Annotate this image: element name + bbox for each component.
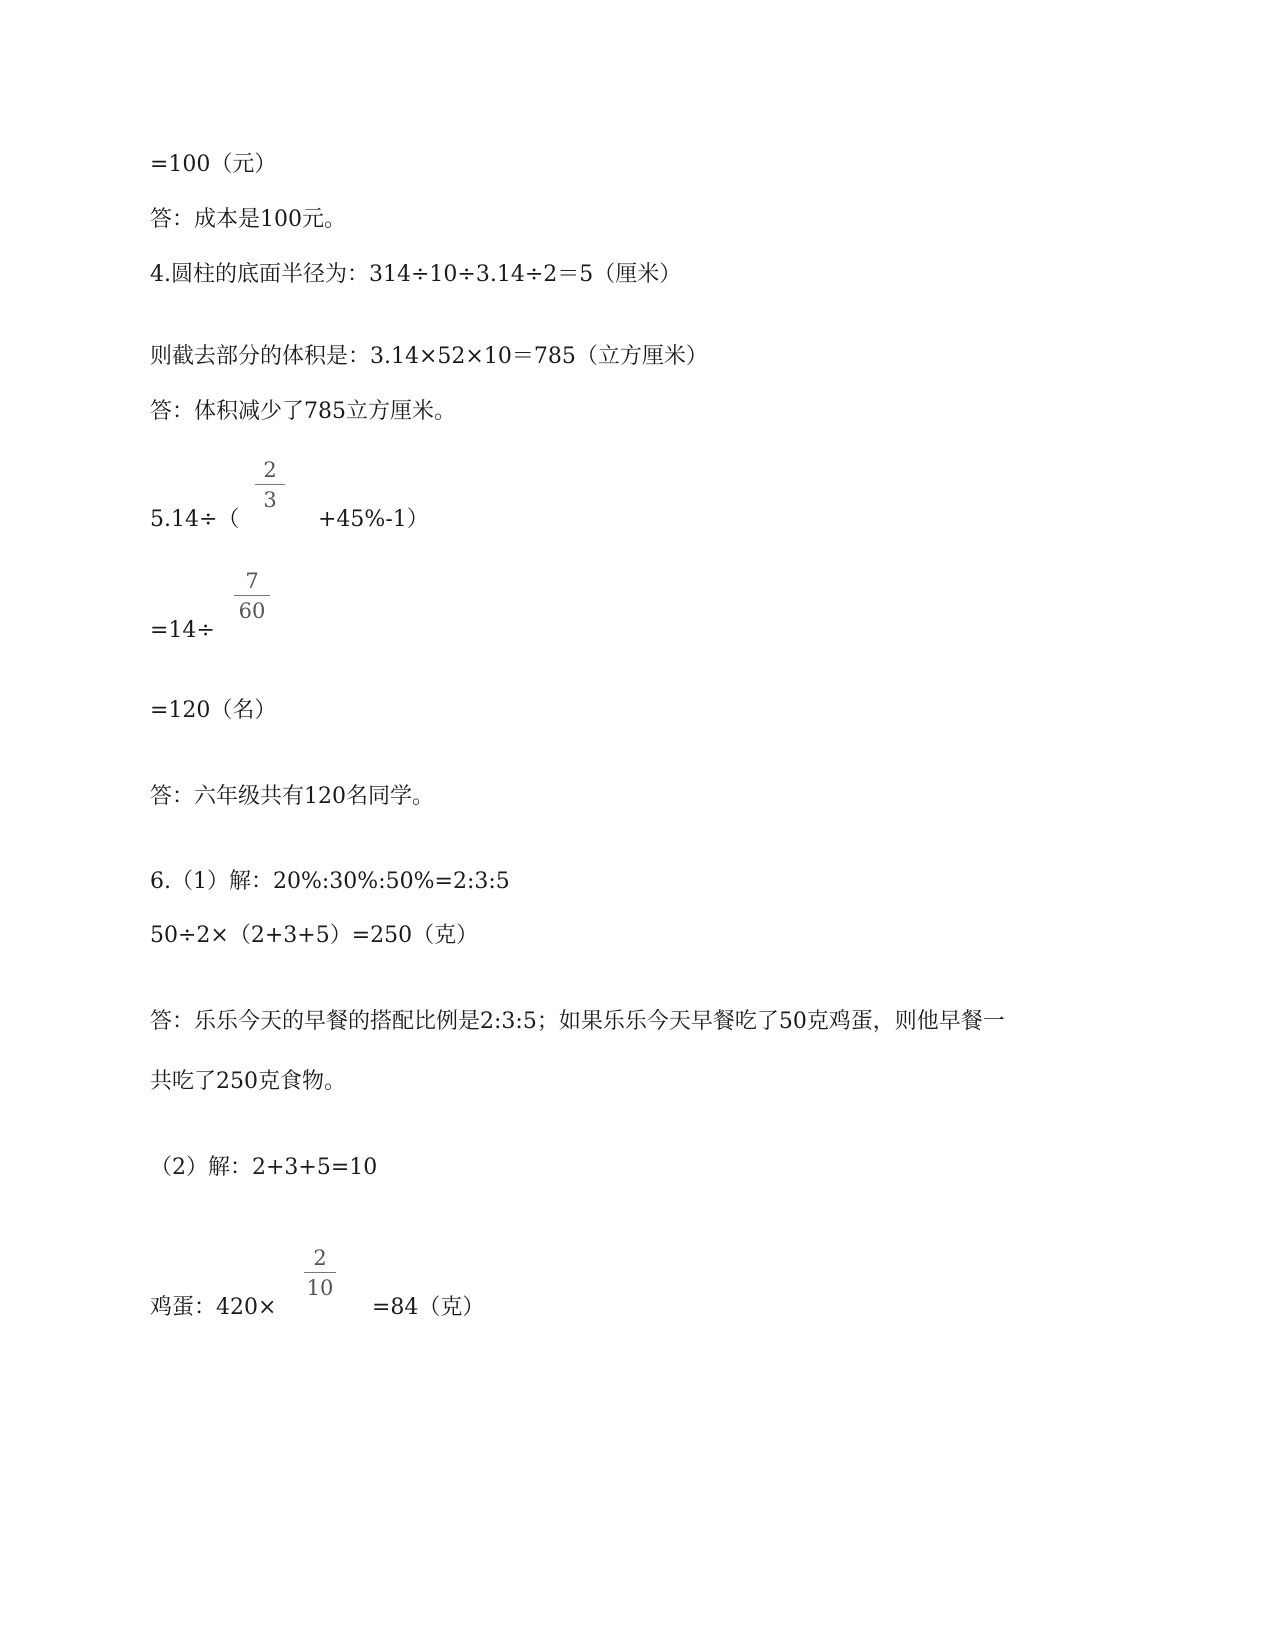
- problem-6-part-1-calc: 50÷2×（2+3+5）=250（克）: [150, 923, 479, 948]
- problem-5-expression-start: 5.14÷（: [150, 507, 240, 532]
- problem-5-expression-end: +45%-1）: [318, 507, 429, 532]
- fraction-two-tenths: [304, 1246, 336, 1300]
- fraction-seven-sixtieths: [234, 569, 270, 623]
- fraction-bar: [234, 595, 270, 596]
- answer-breakfast-line-1: 答：乐乐今天的早餐的搭配比例是2:3:5；如果乐乐今天早餐吃了50克鸡蛋，则他早餐一: [150, 1009, 1005, 1034]
- fraction-denominator: 60: [238, 599, 266, 623]
- problem-4-volume: 则截去部分的体积是：3.14×52×10＝785（立方厘米）: [150, 344, 708, 369]
- problem-4-radius: 4.圆柱的底面半径为：314÷10÷3.14÷2＝5（厘米）: [150, 262, 682, 287]
- problem-5-step-2: =14÷: [150, 618, 215, 643]
- fraction-denominator: 3: [263, 488, 277, 512]
- problem-6-part-2: （2）解：2+3+5=10: [150, 1155, 378, 1180]
- problem-6-part-1: 6.（1）解：20%:30%:50%=2:3:5: [150, 869, 510, 894]
- problem-5-result: =120（名）: [150, 698, 277, 723]
- result-cost-100: =100（元）: [150, 152, 277, 177]
- fraction-two-thirds: [255, 458, 285, 512]
- fraction-denominator: 10: [306, 1276, 334, 1300]
- fraction-bar: [304, 1272, 336, 1273]
- eggs-calc-result: =84（克）: [372, 1295, 485, 1320]
- fraction-numerator: 2: [313, 1246, 327, 1270]
- fraction-numerator: 2: [263, 458, 277, 482]
- answer-breakfast-line-2: 共吃了250克食物。: [150, 1069, 346, 1094]
- fraction-numerator: 7: [245, 569, 259, 593]
- answer-volume: 答：体积减少了785立方厘米。: [150, 399, 456, 424]
- answer-cost: 答：成本是100元。: [150, 207, 346, 232]
- eggs-calc-start: 鸡蛋：420×: [150, 1295, 277, 1320]
- fraction-bar: [255, 484, 285, 485]
- answer-students: 答：六年级共有120名同学。: [150, 784, 434, 809]
